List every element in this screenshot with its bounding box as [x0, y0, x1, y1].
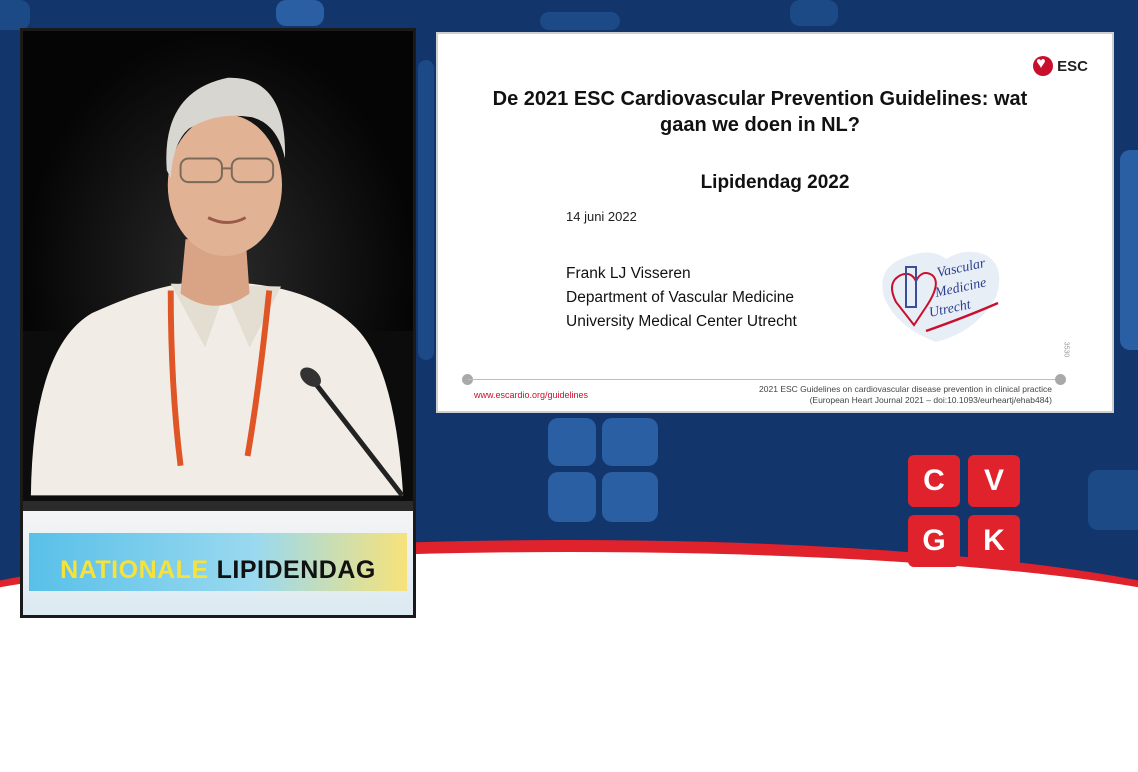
slide-page-number: 3530: [1062, 341, 1070, 358]
cvgk-logo: [908, 455, 1022, 569]
speaker-video: [20, 28, 416, 618]
esc-logo: [1033, 56, 1088, 76]
footer-dot-right: [1055, 374, 1066, 385]
footer-divider: [468, 379, 1062, 380]
bg-tile: [1088, 470, 1138, 530]
footer-url: www.escardio.org/guidelines: [474, 390, 589, 400]
vmu-logo-line2: Medicine: [933, 275, 988, 301]
bg-tile: [418, 60, 434, 360]
podium-title-part2: LIPIDENDAG: [216, 556, 376, 584]
vmu-logo-line3: Utrecht: [927, 297, 973, 321]
author-department: Department of Vascular Medicine: [566, 289, 795, 306]
bg-tile: [602, 418, 658, 466]
cvgk-letter-c: C: [908, 455, 960, 507]
cvgk-letter-k: K: [968, 515, 1020, 567]
podium-banner: [29, 533, 407, 591]
bg-tile: [540, 12, 620, 30]
slide-title: De 2021 ESC Cardiovascular Prevention Guidelines: wat gaan we doen in NL?: [492, 88, 1028, 136]
bg-tile: [548, 472, 596, 522]
author-name: Frank LJ Visseren: [566, 265, 691, 282]
footer-reference-line1: 2021 ESC Guidelines on cardiovascular disease prevention in clinical practice: [759, 384, 1052, 394]
esc-heart-icon: [1033, 56, 1053, 76]
bg-tile: [602, 472, 658, 522]
bg-tile: [276, 0, 324, 26]
presentation-slide: [436, 32, 1114, 413]
esc-logo-text: ESC: [1057, 57, 1088, 75]
slide-date: 14 juni 2022: [566, 209, 637, 224]
footer-reference: [759, 384, 1052, 406]
vascular-medicine-utrecht-logo: [876, 247, 1016, 347]
author-block: [566, 262, 797, 334]
cvgk-letter-g: G: [908, 515, 960, 567]
slide-subtitle: Lipidendag 2022: [700, 172, 850, 193]
bg-tile: [548, 418, 596, 466]
bg-tile: [790, 0, 838, 26]
bg-tile: [1120, 150, 1138, 350]
podium-title: [29, 556, 407, 585]
vmu-logo-line1: Vascular: [935, 256, 987, 281]
bg-tile: [0, 0, 30, 30]
author-institution: University Medical Center Utrecht: [566, 313, 797, 330]
cvgk-letter-v: V: [968, 455, 1020, 507]
footer-reference-line2: (European Heart Journal 2021 – doi:10.1093/eurheartj/ehab484): [809, 395, 1052, 405]
podium-title-part1: NATIONALE: [60, 556, 209, 584]
